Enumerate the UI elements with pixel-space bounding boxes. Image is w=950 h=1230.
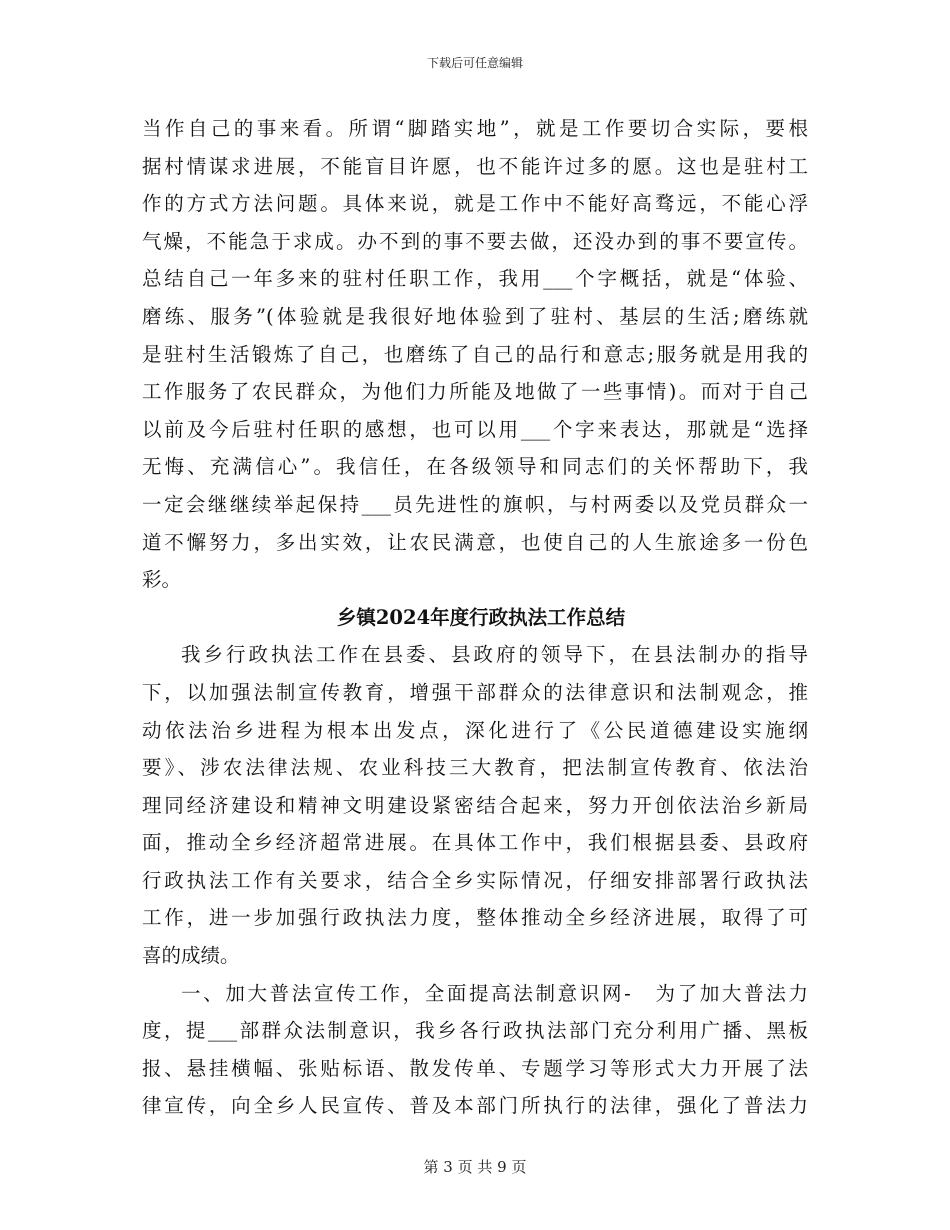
- text-line: 理同经济建设和精神文明建设紧密结合起来，努力开创依法治乡新局: [142, 793, 808, 817]
- text-line: 下，以加强法制宣传教育，增强干部群众的法律意识和法制观念，推: [142, 680, 808, 704]
- section-title: 乡镇2024年度行政执法工作总结: [336, 605, 626, 629]
- text-line: 喜的成绩。: [142, 944, 240, 968]
- text-line: 气燥，不能急于求成。办不到的事不要去做，还没办到的事不要宣传。: [142, 229, 808, 253]
- text-line: 据村情谋求进展，不能盲目许愿，也不能许过多的愿。这也是驻村工: [142, 154, 808, 178]
- text-line: 是驻村生活锻炼了自己，也磨练了自己的品行和意志;服务就是用我的: [142, 342, 808, 366]
- text-line: 行政执法工作有关要求，结合全乡实际情况，仔细安排部署行政执法: [142, 868, 808, 892]
- paragraph-section-one: [142, 975, 808, 1125]
- text-line: 一、加大普法宣传工作，全面提高法制意识网- 为了加大普法力: [181, 981, 808, 1005]
- text-line: 无悔、充满信心”。我信任，在各级领导和同志们的关怀帮助下，我: [142, 455, 808, 479]
- paragraph-continuation: [142, 110, 808, 599]
- text-line: 作的方式方法问题。具体来说，就是工作中不能好高骛远，不能心浮: [142, 192, 808, 216]
- text-line: 总结自己一年多来的驻村任职工作，我用___个字概括，就是“体验、: [142, 267, 808, 291]
- text-line: 道不懈努力，多出实效，让农民满意，也使自己的人生旅途多一份色: [142, 530, 808, 554]
- text-line: 以前及今后驻村任职的感想，也可以用___个字来表达，那就是“选择: [142, 417, 808, 441]
- page-number-footer: 第 3 页 共 9 页: [423, 1158, 527, 1176]
- text-line: 我乡行政执法工作在县委、县政府的领导下，在县法制办的指导: [181, 643, 808, 667]
- text-line: 当作自己的事来看。所谓“脚踏实地”，就是工作要切合实际，要根: [142, 117, 808, 140]
- text-line: 律宣传，向全乡人民宣传、普及本部门所执行的法律，强化了普法力: [142, 1094, 808, 1118]
- paragraph-intro: [142, 636, 808, 974]
- text-line: 工作，进一步加强行政执法力度，整体推动全乡经济进展，取得了可: [142, 906, 808, 930]
- text-line: 要》、涉农法律法规、农业科技三大教育，把法制宣传教育、依法治: [142, 756, 808, 780]
- text-line: 工作服务了农民群众，为他们力所能及地做了一些事情)。而对于自己: [142, 380, 808, 404]
- text-line: 彩。: [142, 568, 182, 592]
- text-line: 动依法治乡进程为根本出发点，深化进行了《公民道德建设实施纲: [142, 718, 808, 742]
- text-line: 面，推动全乡经济超常进展。在具体工作中，我们根据县委、县政府: [142, 831, 808, 855]
- text-line: 磨练、服务”(体验就是我很好地体验到了驻村、基层的生活;磨练就: [142, 304, 808, 328]
- text-line: 报、悬挂横幅、张贴标语、散发传单、专题学习等形式大力开展了法: [142, 1056, 808, 1080]
- text-line: 一定会继继续举起保持___员先进性的旗帜，与村两委以及党员群众一: [142, 492, 808, 516]
- page-header: 下载后可任意编辑: [426, 56, 523, 70]
- text-line: 度，提___部群众法制意识，我乡各行政执法部门充分利用广播、黑板: [142, 1019, 808, 1043]
- document-body: [142, 110, 808, 1125]
